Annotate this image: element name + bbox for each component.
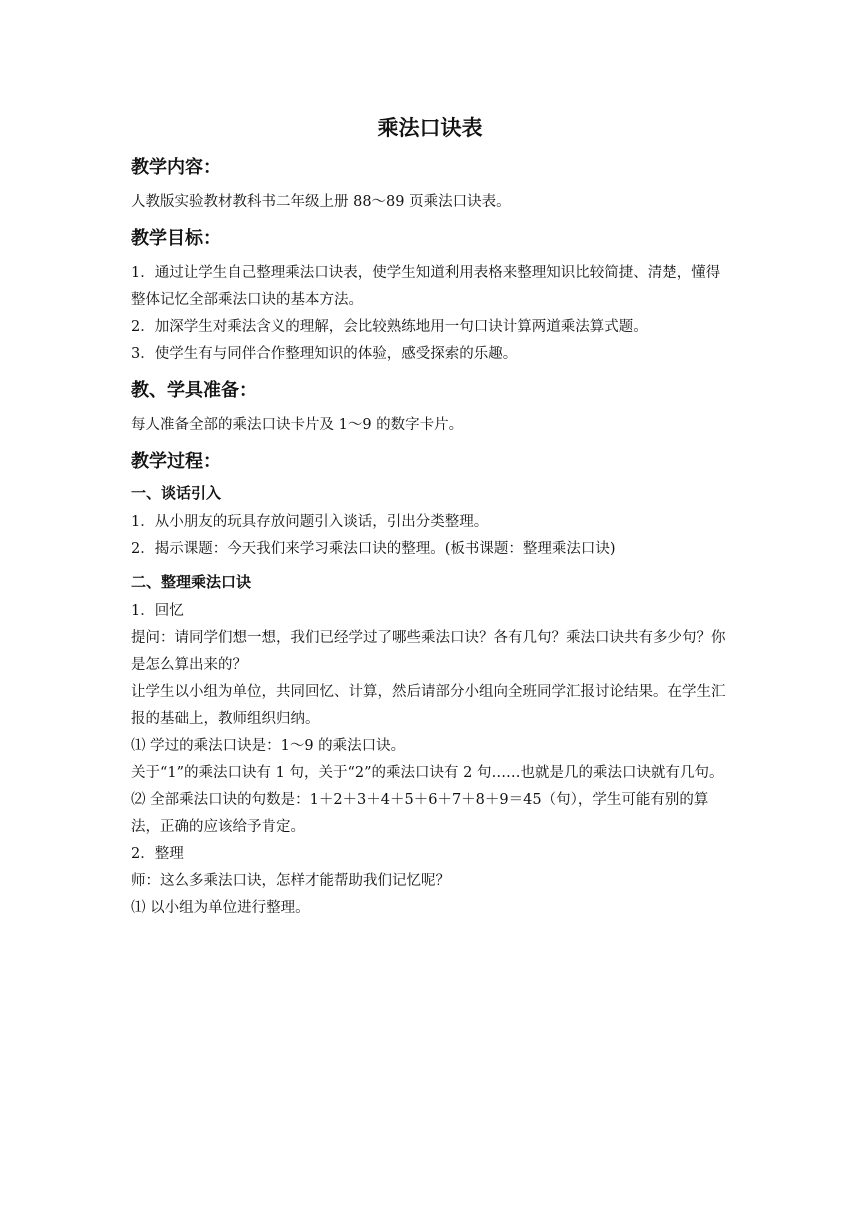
document-title: 乘法口诀表 — [377, 116, 483, 140]
prep-text: 每人准备全部的乘法口诀卡片及 1～9 的数字卡片。 — [131, 417, 464, 433]
organize-line-6: ⑵ 全部乘法口诀的句数是：1＋2＋3＋4＋5＋6＋7＋8＋9＝45（句），学生可能有别的算法，正确的应该给予肯定。 — [131, 792, 709, 835]
intro-item-2: 2．揭示课题：今天我们来学习乘法口诀的整理。(板书课题：整理乘法口诀) — [131, 541, 616, 557]
section-heading-prep: 教、学具准备： — [131, 380, 257, 401]
intro-item-1: 1．从小朋友的玩具存放问题引入谈话，引出分类整理。 — [131, 514, 489, 530]
organize-line-2: 提问：请同学们想一想，我们已经学过了哪些乘法口诀？各有几句？乘法口诀共有多少句？你是怎么算出来的？ — [131, 630, 726, 673]
content-text: 人教版实验教材教科书二年级上册 88～89 页乘法口诀表。 — [131, 194, 511, 210]
goal-item-2: 2．加深学生对乘法含义的理解，会比较熟练地用一句口诀计算两道乘法算式题。 — [131, 319, 648, 335]
section-heading-goals: 教学目标： — [131, 228, 221, 249]
organize-line-3: 让学生以小组为单位，共同回忆、计算，然后请部分小组向全班同学汇报讨论结果。在学生汇报的基础上，教师组织归纳。 — [131, 684, 726, 727]
subsection-heading-intro: 一、谈话引入 — [131, 484, 222, 502]
section-heading-process: 教学过程： — [131, 451, 221, 472]
goal-item-3: 3．使学生有与同伴合作整理知识的体验，感受探索的乐趣。 — [131, 346, 518, 362]
subsection-heading-organize: 二、整理乘法口诀 — [131, 573, 252, 591]
organize-line-4: ⑴ 学过的乘法口诀是：1～9 的乘法口诀。 — [131, 738, 406, 754]
organize-line-7: 2．整理 — [131, 846, 184, 862]
document-body — [131, 156, 731, 922]
section-heading-content: 教学内容： — [131, 157, 221, 178]
organize-line-1: 1．回忆 — [131, 603, 184, 619]
organize-line-8: 师：这么多乘法口诀，怎样才能帮助我们记忆呢？ — [131, 873, 450, 889]
goal-item-1: 1．通过让学生自己整理乘法口诀表，使学生知道利用表格来整理知识比较简捷、清楚，懂得整体记忆全部乘法口诀的基本方法。 — [131, 265, 721, 308]
organize-line-5: 关于“1”的乘法口诀有 1 句，关于“2”的乘法口诀有 2 句……也就是几的乘法口诀就有几句。 — [131, 765, 724, 781]
organize-line-9: ⑴ 以小组为单位进行整理。 — [131, 900, 310, 916]
